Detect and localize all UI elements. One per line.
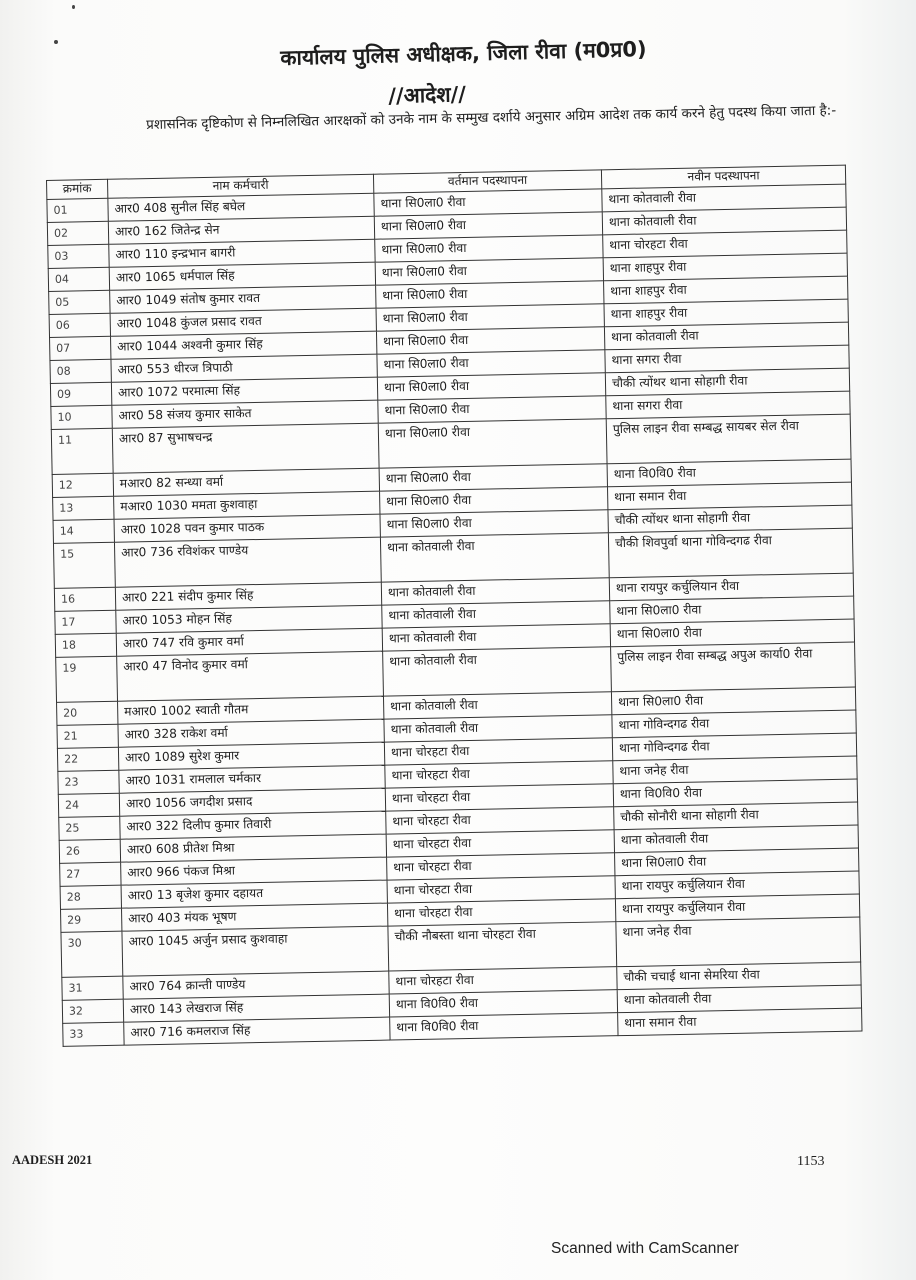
cell-current-posting: थाना कोतवाली रीवा	[382, 624, 610, 651]
cell-serial: 11	[51, 428, 113, 474]
cell-employee-name: आर0 408 सुनील सिंह बघेल	[108, 193, 374, 221]
cell-current-posting: थाना कोतवाली रीवा	[383, 692, 611, 719]
cell-new-posting: थाना कोतवाली रीवा	[602, 184, 846, 212]
cell-current-posting: थाना चोरहटा रीवा	[387, 853, 615, 880]
cell-serial: 10	[51, 405, 112, 429]
cell-employee-name: आर0 87 सुभाषचन्द्र	[112, 423, 379, 473]
cell-new-posting: थाना सि0ला0 रीवा	[615, 848, 859, 876]
cell-current-posting: थाना चोरहटा रीवा	[384, 738, 612, 765]
cell-employee-name: आर0 110 इन्द्रभान बागरी	[109, 239, 375, 267]
footer-order-label: AADESH 2021	[12, 1153, 93, 1167]
cell-serial: 16	[54, 587, 115, 611]
cell-employee-name: आर0 1053 मोहन सिंह	[116, 605, 382, 633]
cell-serial: 17	[55, 610, 116, 634]
cell-new-posting: थाना सगरा रीवा	[605, 345, 849, 373]
cell-employee-name: आर0 47 विनोद कुमार वर्मा	[117, 651, 384, 701]
cell-current-posting: थाना वि0वि0 रीवा	[390, 1013, 618, 1040]
cell-employee-name: आर0 322 दिलीप कुमार तिवारी	[120, 811, 386, 839]
cell-employee-name: आर0 764 क्रान्ती पाण्डेय	[123, 971, 389, 999]
cell-current-posting: थाना चोरहटा रीवा	[387, 876, 615, 903]
cell-new-posting: थाना रायपुर कर्चुलियान रीवा	[615, 894, 859, 922]
cell-new-posting: थाना शाहपुर रीवा	[603, 253, 847, 281]
cell-employee-name: आर0 1028 पवन कुमार पाठक	[114, 514, 380, 542]
cell-new-posting: चौकी शिवपुर्वा थाना गोविन्दगढ रीवा	[608, 528, 853, 578]
cell-current-posting: थाना चोरहटा रीवा	[387, 899, 615, 926]
cell-serial: 30	[61, 931, 123, 977]
cell-serial: 07	[50, 336, 111, 360]
cell-new-posting: थाना कोतवाली रीवा	[604, 322, 848, 350]
cell-current-posting: थाना चोरहटा रीवा	[386, 807, 614, 834]
cell-new-posting: थाना रायपुर कर्चुलियान रीवा	[609, 573, 853, 601]
cell-new-posting: थाना सगरा रीवा	[606, 391, 850, 419]
cell-new-posting: चौकी चचाई थाना सेमरिया रीवा	[617, 962, 861, 990]
header-current-posting: वर्तमान पदस्थापना	[373, 170, 601, 193]
cell-employee-name: आर0 553 धीरज त्रिपाठी	[111, 354, 377, 382]
cell-serial: 02	[47, 221, 108, 245]
cell-serial: 08	[50, 359, 111, 383]
cell-new-posting: चौकी त्योंथर थाना सोहागी रीवा	[608, 505, 852, 533]
office-title: कार्यालय पुलिस अधीक्षक, जिला रीवा (म0प्र0)	[280, 37, 647, 70]
cell-new-posting: थाना सि0ला0 रीवा	[610, 596, 854, 624]
cell-serial: 05	[49, 290, 110, 314]
cell-current-posting: थाना सि0ला0 रीवा	[377, 350, 605, 377]
cell-current-posting: थाना सि0ला0 रीवा	[380, 487, 608, 514]
cell-new-posting: थाना वि0वि0 रीवा	[607, 459, 851, 487]
cell-serial: 18	[55, 633, 116, 657]
cell-new-posting: थाना कोतवाली रीवा	[614, 825, 858, 853]
cell-serial: 13	[53, 496, 114, 520]
cell-new-posting: थाना जनेह रीवा	[613, 756, 857, 784]
cell-current-posting: थाना सि0ला0 रीवा	[376, 327, 604, 354]
cell-new-posting: थाना कोतवाली रीवा	[602, 207, 846, 235]
cell-employee-name: आर0 1031 रामलाल चर्मकार	[119, 765, 385, 793]
cell-new-posting: थाना जनेह रीवा	[616, 917, 861, 967]
cell-employee-name: मआर0 1002 स्वाती गौतम	[118, 696, 384, 724]
cell-serial: 27	[60, 862, 121, 886]
cell-current-posting: थाना सि0ला0 रीवा	[379, 464, 607, 491]
cell-current-posting: थाना कोतवाली रीवा	[380, 533, 609, 582]
cell-employee-name: आर0 608 प्रीतेश मिश्रा	[120, 834, 386, 862]
cell-employee-name: आर0 162 जितेन्द्र सेन	[108, 216, 374, 244]
cell-new-posting: थाना वि0वि0 रीवा	[613, 779, 857, 807]
cell-current-posting: थाना सि0ला0 रीवा	[375, 258, 603, 285]
cell-serial: 04	[48, 267, 109, 291]
cell-new-posting: थाना कोतवाली रीवा	[617, 985, 861, 1013]
cell-employee-name: आर0 13 बृजेश कुमार दहायत	[121, 880, 387, 908]
cell-current-posting: थाना सि0ला0 रीवा	[380, 510, 608, 537]
cell-new-posting: थाना शाहपुर रीवा	[604, 299, 848, 327]
cell-serial: 06	[49, 313, 110, 337]
cell-employee-name: मआर0 82 सन्ध्या वर्मा	[113, 468, 379, 496]
cell-serial: 25	[59, 816, 120, 840]
cell-new-posting: चौकी त्योंथर थाना सोहागी रीवा	[605, 368, 849, 396]
cell-employee-name: आर0 1048 कुंजल प्रसाद रावत	[110, 308, 376, 336]
intro-paragraph: प्रशासनिक दृष्टिकोण से निम्नलिखित आरक्षकों को उनके नाम के सम्मुख दर्शाये अनुसार अग्रिम आदेश तक कार्य करने हेतु पदस्थ किया जाता है:-	[146, 102, 837, 133]
cell-current-posting: थाना सि0ला0 रीवा	[374, 212, 602, 239]
cell-new-posting: पुलिस लाइन रीवा सम्बद्ध सायबर सेल रीवा	[606, 414, 851, 464]
cell-current-posting: थाना सि0ला0 रीवा	[376, 281, 604, 308]
cell-employee-name: आर0 1044 अश्वनी कुमार सिंह	[111, 331, 377, 359]
cell-serial: 24	[58, 793, 119, 817]
cell-current-posting: थाना सि0ला0 रीवा	[376, 304, 604, 331]
cell-serial: 09	[50, 382, 111, 406]
cell-new-posting: थाना गोविन्दगढ रीवा	[612, 710, 856, 738]
cell-employee-name: आर0 1049 संतोष कुमार रावत	[110, 285, 376, 313]
cell-current-posting: थाना कोतवाली रीवा	[383, 647, 612, 696]
cell-current-posting: थाना चोरहटा रीवा	[385, 761, 613, 788]
cell-serial: 12	[52, 473, 113, 497]
scan-speck	[54, 40, 58, 44]
cell-serial: 26	[59, 839, 120, 863]
cell-current-posting: थाना सि0ला0 रीवा	[378, 419, 607, 468]
transfer-table-wrapper	[46, 165, 862, 1047]
cell-serial: 22	[57, 747, 118, 771]
cell-serial: 31	[62, 976, 123, 1000]
cell-serial: 15	[53, 542, 115, 588]
cell-serial: 01	[47, 198, 108, 222]
cell-current-posting: थाना कोतवाली रीवा	[381, 578, 609, 605]
cell-employee-name: मआर0 1030 ममता कुशवाहा	[114, 491, 380, 519]
cell-new-posting: पुलिस लाइन रीवा सम्बद्ध अपुअ कार्या0 रीवा	[611, 642, 856, 692]
cell-current-posting: थाना वि0वि0 रीवा	[389, 990, 617, 1017]
cell-serial: 33	[63, 1022, 124, 1046]
header-new-posting: नवीन पदस्थापना	[601, 165, 845, 189]
cell-employee-name: आर0 1089 सुरेश कुमार	[118, 742, 384, 770]
cell-new-posting: थाना चोरहटा रीवा	[603, 230, 847, 258]
cell-current-posting: थाना चोरहटा रीवा	[386, 830, 614, 857]
cell-serial: 21	[57, 724, 118, 748]
cell-current-posting: चौकी नौबस्ता थाना चोरहटा रीवा	[388, 922, 617, 971]
cell-employee-name: आर0 1045 अर्जुन प्रसाद कुशवाहा	[122, 926, 389, 976]
scan-speck	[72, 5, 75, 9]
cell-current-posting: थाना चोरहटा रीवा	[389, 967, 617, 994]
cell-employee-name: आर0 403 मंयक भूषण	[121, 903, 387, 931]
cell-serial: 19	[56, 656, 118, 702]
cell-serial: 20	[57, 701, 118, 725]
cell-employee-name: आर0 221 संदीप कुमार सिंह	[115, 582, 381, 610]
cell-employee-name: आर0 747 रवि कुमार वर्मा	[116, 628, 382, 656]
footer-page-number: 1153	[797, 1154, 825, 1169]
cell-employee-name: आर0 716 कमलराज सिंह	[124, 1017, 390, 1045]
cell-current-posting: थाना कोतवाली रीवा	[384, 715, 612, 742]
header-serial: क्रमांक	[47, 179, 108, 199]
cell-current-posting: थाना चोरहटा रीवा	[385, 784, 613, 811]
cell-current-posting: थाना सि0ला0 रीवा	[374, 189, 602, 216]
cell-new-posting: थाना सि0ला0 रीवा	[611, 687, 855, 715]
cell-new-posting: थाना गोविन्दगढ रीवा	[612, 733, 856, 761]
cell-serial: 29	[61, 908, 122, 932]
cell-new-posting: चौकी सोनौरी थाना सोहागी रीवा	[614, 802, 858, 830]
cell-current-posting: थाना सि0ला0 रीवा	[377, 373, 605, 400]
cell-employee-name: आर0 143 लेखराज सिंह	[123, 994, 389, 1022]
cell-employee-name: आर0 328 राकेश वर्मा	[118, 719, 384, 747]
cell-new-posting: थाना सि0ला0 रीवा	[610, 619, 854, 647]
cell-current-posting: थाना सि0ला0 रीवा	[378, 396, 606, 423]
cell-serial: 28	[60, 885, 121, 909]
cell-serial: 14	[53, 519, 114, 543]
cell-serial: 32	[62, 999, 123, 1023]
cell-employee-name: आर0 58 संजय कुमार साकेत	[112, 400, 378, 428]
cell-employee-name: आर0 966 पंकज मिश्रा	[121, 857, 387, 885]
cell-employee-name: आर0 1072 परमात्मा सिंह	[111, 377, 377, 405]
transfer-table	[46, 165, 862, 1047]
header-employee-name: नाम कर्मचारी	[107, 174, 373, 198]
cell-serial: 03	[48, 244, 109, 268]
table-body	[47, 184, 862, 1046]
order-heading: //आदेश//	[388, 82, 467, 108]
cell-employee-name: आर0 736 रविशंकर पाण्डेय	[114, 537, 381, 587]
cell-new-posting: थाना समान रीवा	[618, 1008, 862, 1036]
cell-employee-name: आर0 1065 धर्मपाल सिंह	[109, 262, 375, 290]
cell-new-posting: थाना रायपुर कर्चुलियान रीवा	[615, 871, 859, 899]
scanner-watermark: Scanned with CamScanner	[551, 1240, 739, 1257]
cell-current-posting: थाना सि0ला0 रीवा	[375, 235, 603, 262]
cell-new-posting: थाना समान रीवा	[607, 482, 851, 510]
cell-serial: 23	[58, 770, 119, 794]
cell-current-posting: थाना कोतवाली रीवा	[382, 601, 610, 628]
cell-new-posting: थाना शाहपुर रीवा	[604, 276, 848, 304]
cell-employee-name: आर0 1056 जगदीश प्रसाद	[119, 788, 385, 816]
